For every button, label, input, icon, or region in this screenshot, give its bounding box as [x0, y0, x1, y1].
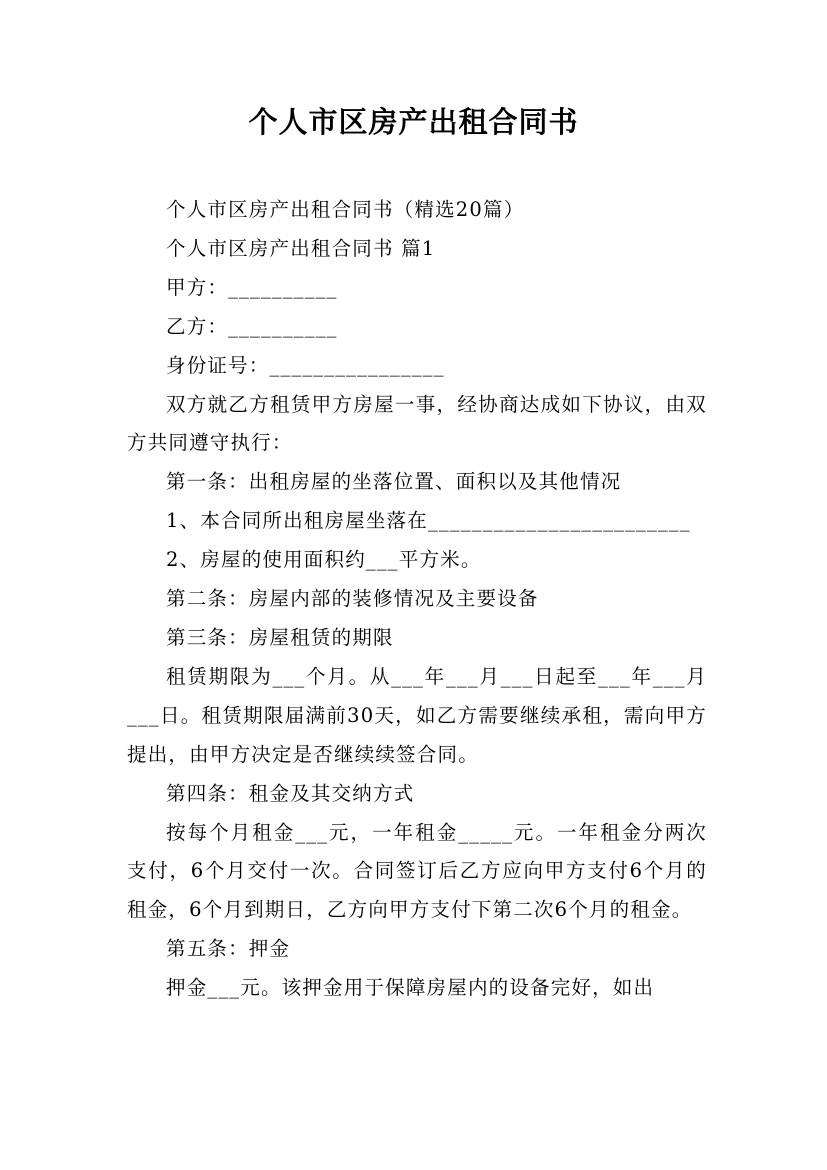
paragraph-article-5: 第五条：押金 [166, 937, 291, 961]
paragraph-rent-payment: 按每个月租金___元，一年租金_____元。一年租金分两次支付，6个月交付一次。合同签订后乙方应向甲方支付6个月的租金，6个月到期日，乙方向甲方支付下第二次6个月的租金。 [127, 820, 707, 922]
paragraph-party-b: 乙方：__________ [166, 314, 338, 338]
paragraph-deposit: 押金___元。该押金用于保障房屋内的设备完好，如出 [166, 976, 655, 1000]
paragraph-agreement-intro: 双方就乙方租赁甲方房屋一事，经协商达成如下协议，由双方共同遵守执行： [127, 392, 707, 455]
paragraph-article-4: 第四条：租金及其交纳方式 [166, 781, 415, 805]
paragraph-party-a: 甲方：__________ [166, 275, 338, 299]
paragraph-location: 1、本合同所出租房屋坐落在________________________ [166, 509, 691, 533]
document-title: 个人市区房产出租合同书 [248, 105, 579, 139]
paragraph-subtitle: 个人市区房产出租合同书（精选20篇） [166, 198, 525, 221]
paragraph-lease-term: 租赁期限为___个月。从___年___月___日起至___年___月___日。租赁期限届满前30天，如乙方需要继续承租，需向甲方提出，由甲方决定是否继续续签合同。 [127, 664, 707, 766]
paragraph-area: 2、房屋的使用面积约___平方米。 [166, 548, 482, 572]
paragraph-article-2: 第二条：房屋内部的装修情况及主要设备 [166, 587, 539, 611]
paragraph-id-number: 身份证号：________________ [166, 353, 445, 377]
paragraph-article-3: 第三条：房屋租赁的期限 [166, 625, 394, 649]
paragraph-article-1: 第一条：出租房屋的坐落位置、面积以及其他情况 [166, 470, 622, 494]
paragraph-section-heading: 个人市区房产出租合同书 篇1 [166, 236, 436, 260]
document-body [127, 191, 707, 1008]
